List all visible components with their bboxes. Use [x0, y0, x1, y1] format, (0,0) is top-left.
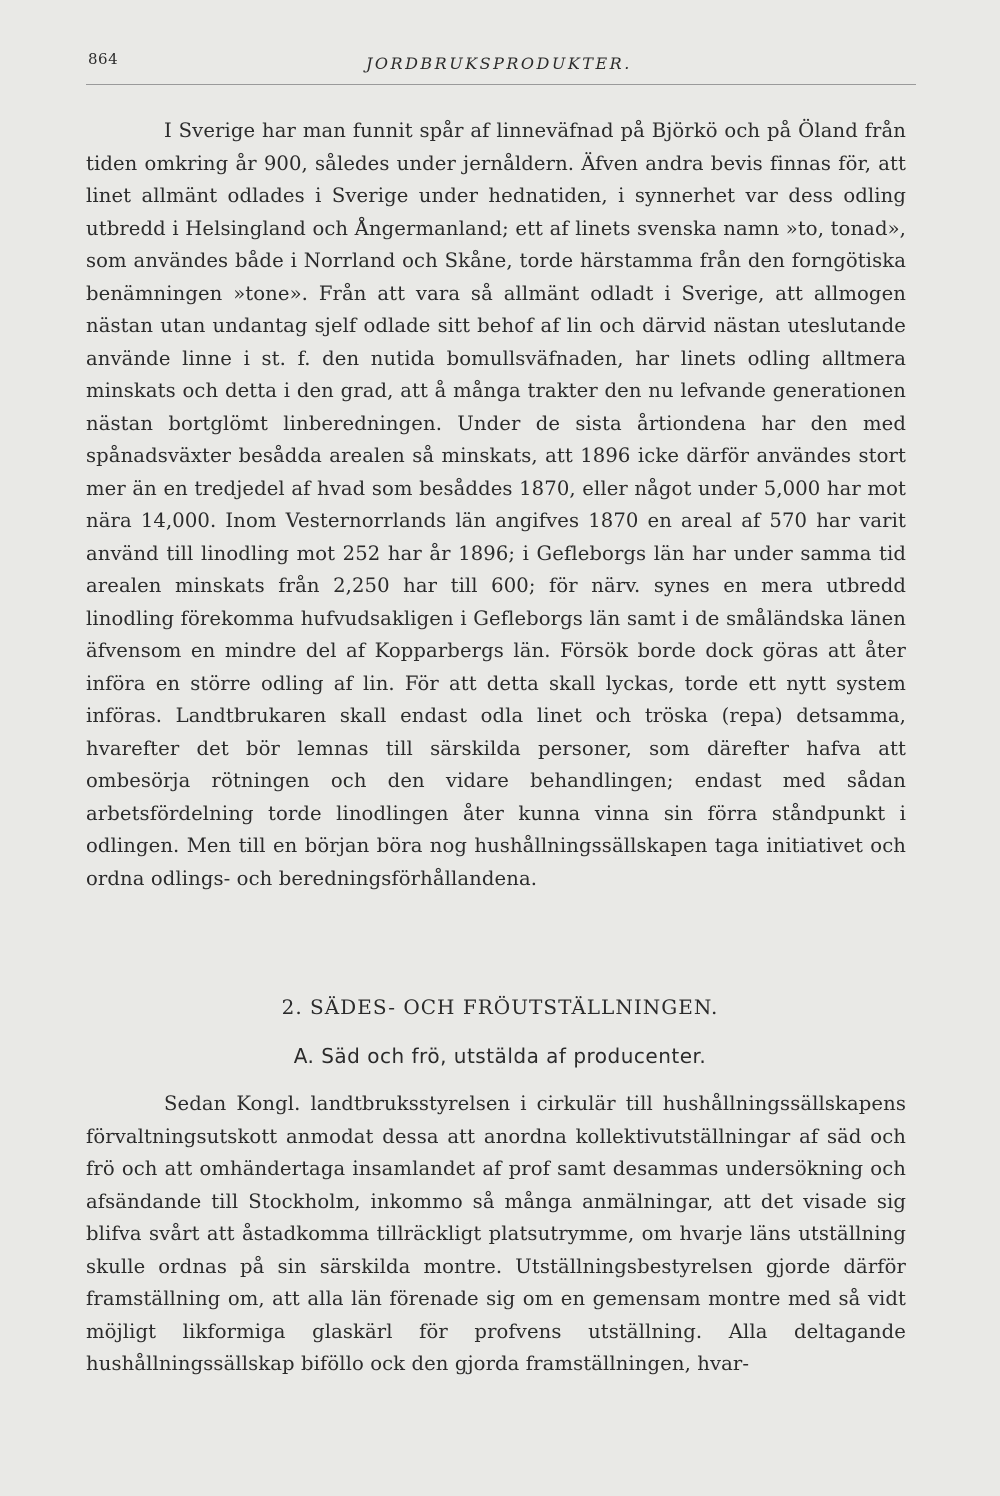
page-header	[86, 46, 916, 86]
subsection-title: A. Säd och frö, utstälda af producenter.	[293, 1044, 707, 1068]
section-title: 2. SÄDES- OCH FRÖUTSTÄLLNINGEN.	[281, 995, 719, 1019]
paragraph-linodling: I Sverige har man funnit spår af linneväfnad på Björkö och på Öland från tiden omkring år 900, således under jernåldern. Äfven andra bevis finnas för, att linet allmänt odlades i Sverige under hednatiden, i synnerhet var dess odling utbredd i Helsingland och Ångermanland; ett af linets svenska namn »to, tonad», som användes både i Norrland och Skåne, torde härstamma från den forngötiska benämningen »tone». Från att vara så allmänt odladt i Sverige, att allmogen nästan utan undantag sjelf odlade sitt behof af lin och därvid nästan uteslutande använde linne i st. f. den nutida bomullsväfnaden, har linets odling alltmera minskats och detta i den grad, att å många trakter den nu lefvande generationen nästan bortglömt linberedningen. Under de sista årtiondena har den med spånadsväxter besådda arealen så minskats, att 1896 icke därför användes stort mer än en tredjedel af hvad som besåddes 1870, eller något under 5,000 har mot nära 14,000. Inom Vesternorrlands län angifves 1870 en areal af 570 har varit använd till linodling mot 252 har år 1896; i Gefleborgs län har under samma tid arealen minskats från 2,250 har till 600; för närv. synes en mera utbredd linodling förekomma hufvudsakligen i Gefleborgs län samt i de småländska länen äfvensom en mindre del af Kopparbergs län. Försök borde dock göras att åter införa en större odling af lin. För att detta skall lyckas, torde ett nytt system införas. Landtbrukaren skall endast odla linet och tröska (repa) detsamma, hvarefter det bör lemnas till särskilda personer, som därefter hafva att ombesörja rötningen och den vidare behandlingen; endast med sådan arbetsfördelning torde linodlingen åter kunna vinna sin förra ståndpunkt i odlingen. Men till en början böra nog hushållningssällskapen taga initiativet och ordna odlings- och beredningsförhållandena.	[86, 119, 906, 890]
header-rule	[86, 84, 916, 85]
page-number: 864	[88, 50, 119, 68]
running-title: JORDBRUKSPRODUKTER.	[366, 54, 632, 73]
paragraph-utstallning: Sedan Kongl. landtbruksstyrelsen i cirkulär till hushållningssällskapens förvaltningsutskott anmodat dessa att anordna kollektivutställningar af säd och frö och att omhändertaga insamlandet af prof samt desammas undersökning och afsändande till Stockholm, inkommo så många anmälningar, att det visade sig blifva svårt att åstadkomma tillräckligt platsutrymme, om hvarje läns utställning skulle ordnas på sin särskilda montre. Utställningsbestyrelsen gjorde därför framställning om, att alla län förenade sig om en gemensam montre med så vidt möjligt likformiga glaskärl för profvens utställning. Alla deltagande hushållningssällskap biföllo ock den gjorda framställningen, hvar-	[86, 1092, 906, 1375]
